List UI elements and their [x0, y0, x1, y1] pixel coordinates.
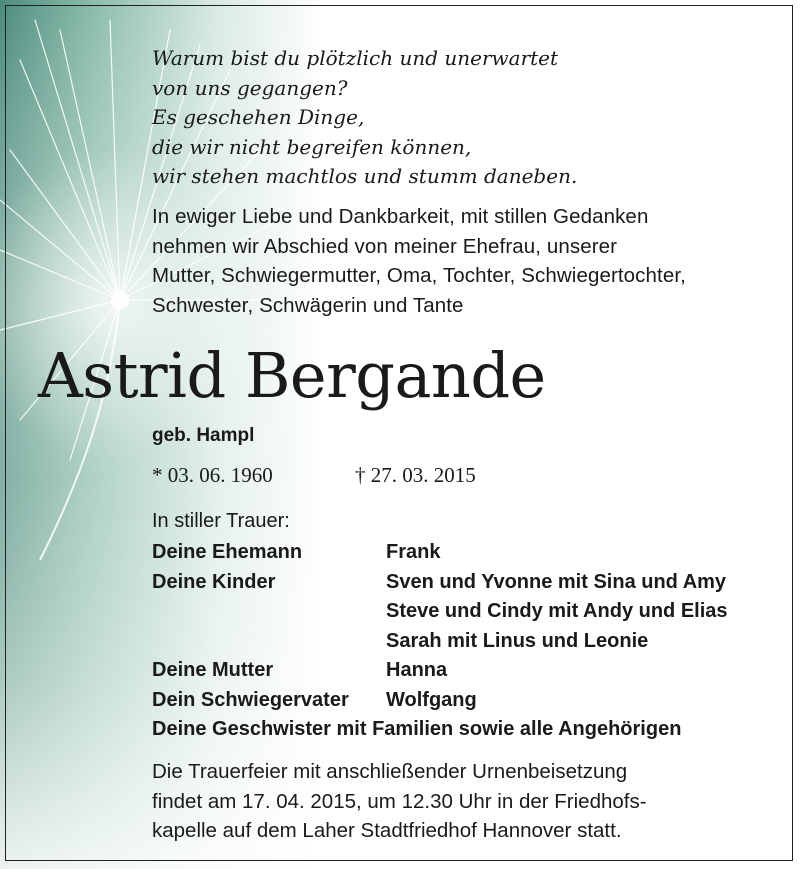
poem-line: von uns gegangen? — [152, 75, 348, 100]
poem-line: Warum bist du plötzlich und unerwartet — [152, 46, 559, 70]
mourner-relation: Deine Ehemann — [152, 541, 303, 563]
intro-line: Schwester, Schwägerin und Tante — [152, 293, 464, 317]
maiden-name: geb. Hampl — [152, 425, 255, 446]
mourner-names: Frank — [386, 541, 441, 563]
poem-line: wir stehen machtlos und stumm daneben. — [152, 164, 578, 188]
poem-line: die wir nicht begreifen können, — [152, 134, 472, 159]
funeral-info-line: kapelle auf dem Laher Stadtfriedhof Hannover statt. — [152, 819, 622, 842]
intro-text — [152, 202, 686, 320]
mourner-relation: Deine Kinder — [152, 570, 276, 593]
mourner-names: Steve und Cindy mit Andy und Elias — [386, 600, 728, 622]
death-date: † 27. 03. 2015 — [355, 463, 476, 487]
birth-date: * 03. 06. 1960 — [152, 463, 273, 487]
mourner-relation: Deine Mutter — [152, 659, 274, 681]
mourner-names: Hanna — [386, 659, 448, 681]
mourner-names: Sarah mit Linus und Leonie — [386, 629, 649, 652]
poem — [152, 44, 577, 192]
funeral-info — [152, 757, 647, 846]
funeral-info-line: Die Trauerfeier mit anschließender Urnenbeisetzung — [152, 760, 628, 783]
intro-line: In ewiger Liebe und Dankbarkeit, mit stillen Gedanken — [152, 205, 649, 228]
poem-line: Es geschehen Dinge, — [152, 105, 365, 129]
intro-line: nehmen wir Abschied von meiner Ehefrau, unserer — [152, 234, 618, 258]
funeral-info-line: findet am 17. 04. 2015, um 12.30 Uhr in der Friedhofs- — [152, 789, 647, 813]
deceased-name: Astrid Bergande — [38, 339, 546, 412]
mourners-heading: In stiller Trauer: — [152, 510, 290, 532]
intro-line: Mutter, Schwiegermutter, Oma, Tochter, Schwiegertochter, — [152, 264, 686, 287]
mourner-names: Wolfgang — [386, 688, 477, 711]
mourner-names: Sven und Yvonne mit Sina und Amy — [386, 570, 727, 593]
mourners-footer: Deine Geschwister mit Familien sowie alle Angehörigen — [152, 718, 682, 740]
mourner-relation: Dein Schwiegervater — [152, 688, 349, 711]
